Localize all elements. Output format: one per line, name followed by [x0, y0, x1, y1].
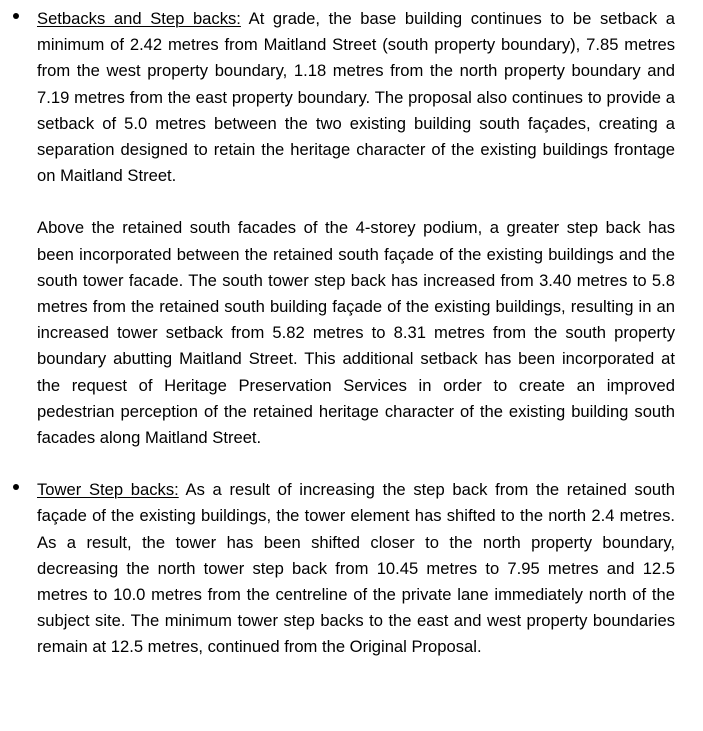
heading-tower-step-backs: Tower Step backs: [37, 480, 179, 500]
paragraph-setbacks-2: Above the retained south facades of the 4-storey podium, a greater step back has been incorporated between the retained south façade of the existing buildings and the south tower facade. The south tower step back has increased from 3.40 metres to 5.8 metres from the retained south building façade of the existing buildings, resulting in an increased tower setback from 5.82 metres to 8.31 metres from the south property boundary abutting Maitland Street. This additional setback has been incorporated at the request of Heritage Preservation Services in order to create an improved pedestrian perception of the retained heritage character of the existing building south facades along Maitland Street. [37, 218, 675, 448]
text-setbacks-1: At grade, the base building continues to be setback a minimum of 2.42 metres from Maitland Street (south property boundary), 7.85 metres from the west property boundary, 1.18 metres from the north property boundary and 7.19 metres from the east property boundary. The proposal also continues to provide a setback of 5.0 metres between the two existing building south façades, creating a separation designed to retain the heritage character of the existing buildings frontage on Maitland Street. [37, 9, 675, 186]
text-tower-step-backs: As a result of increasing the step back from the retained south façade of the existing buildings, the tower element has shifted to the north 2.4 metres. As a result, the tower has been shifted closer to the north property boundary, decreasing the north tower step back from 10.45 metres to 7.95 metres and 12.5 metres to 10.0 metres from the centreline of the private lane immediately north of the subject site. The minimum tower step backs to the east and west property boundaries remain at 12.5 metres, continued from the Original Proposal. [37, 480, 675, 657]
bullet-icon [13, 484, 19, 490]
bullet-item-tower-step-backs [37, 477, 675, 660]
bullet-item-setbacks [37, 6, 675, 451]
paragraph-tower-step-backs [37, 477, 675, 660]
heading-setbacks: Setbacks and Step backs: [37, 9, 241, 28]
bullet-icon [13, 13, 19, 19]
paragraph-setbacks-1 [37, 6, 675, 189]
